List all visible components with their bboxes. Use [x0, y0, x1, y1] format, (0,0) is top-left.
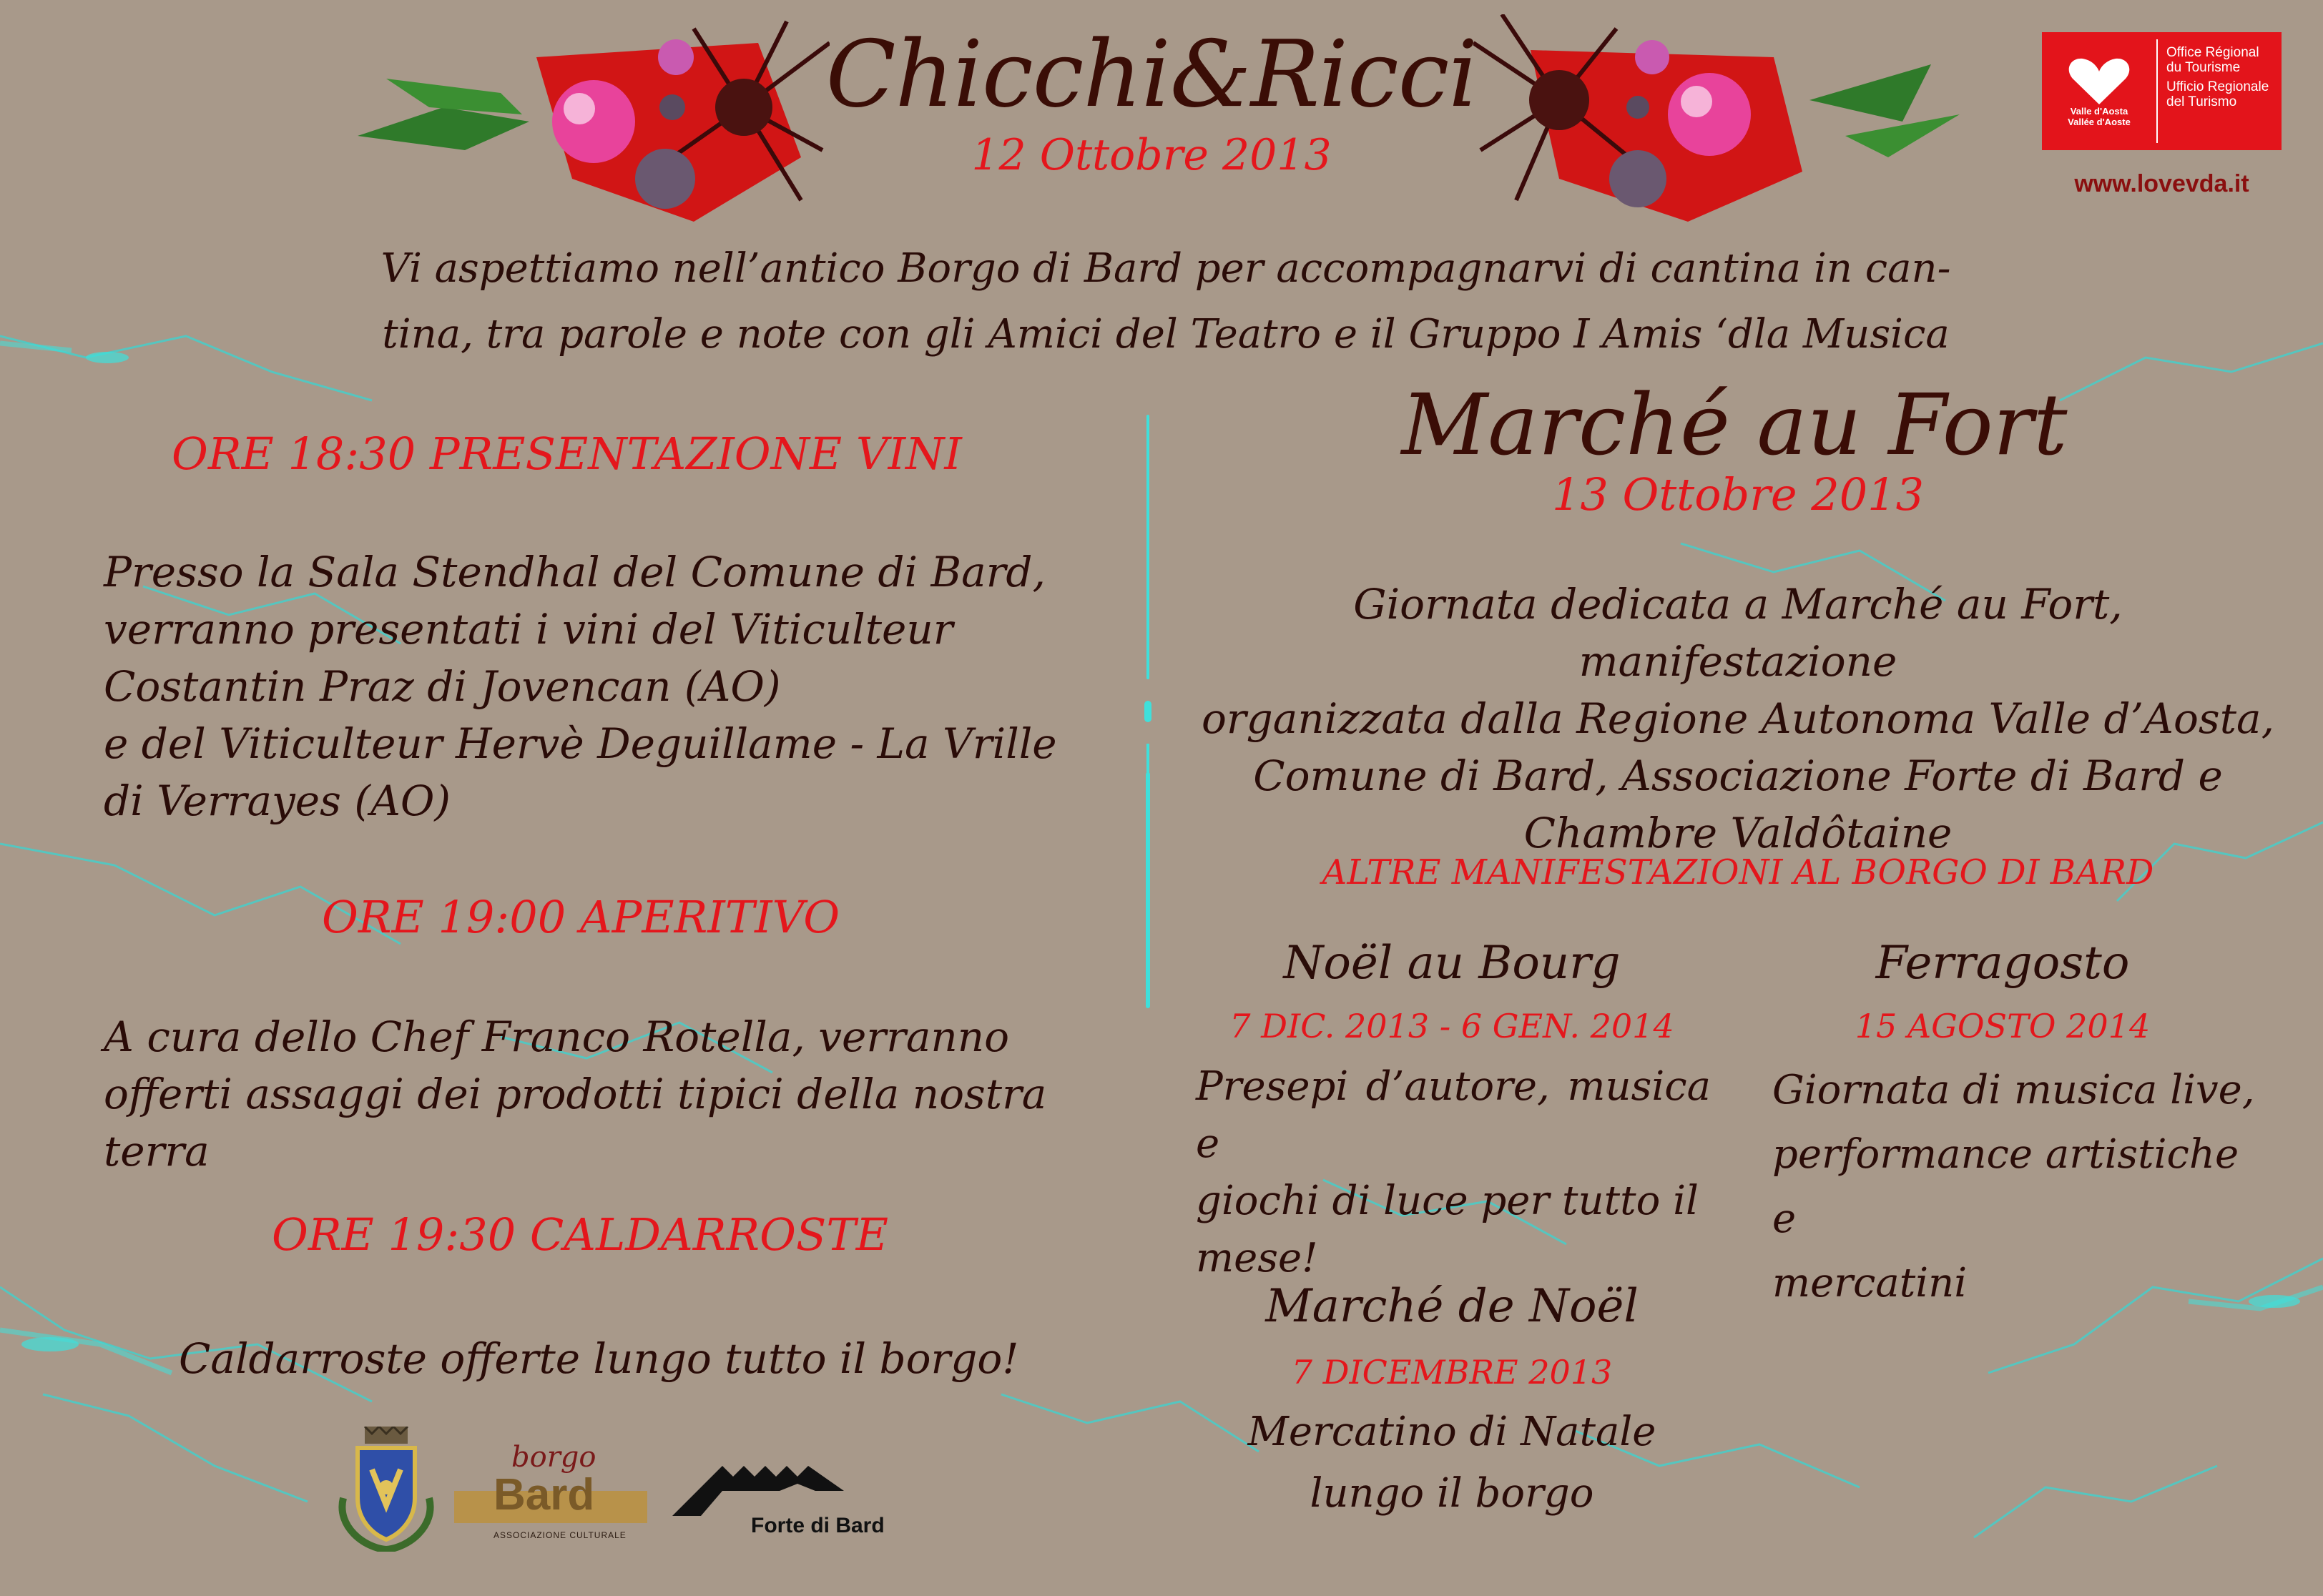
marche-date: 13 Ottobre 2013: [1551, 468, 1925, 521]
event-marche-noel-date: 7 DICEMBRE 2013: [1291, 1353, 1613, 1391]
section-text-wines: [104, 543, 1105, 829]
text-line: Chambre Valdôtaine: [1523, 809, 1953, 857]
event-noel-title: Noël au Bourg: [1283, 937, 1621, 990]
text-line: offerti assaggi dei prodotti tipici della nostra: [104, 1070, 1047, 1118]
event-noel-date: 7 DIC. 2013 - 6 GEN. 2014: [1229, 1007, 1674, 1045]
text-line: Comune di Bard, Associazione Forte di Bard e: [1253, 752, 2223, 800]
text-line: Mercatino di Natale: [1247, 1409, 1656, 1455]
text-line: A cura dello Chef Franco Rotella, verranno: [104, 1013, 1010, 1061]
text-line: performance artistiche e: [1772, 1131, 2239, 1242]
intro-text: [372, 236, 1960, 368]
intro-line: Vi aspettiamo nell’antico Borgo di Bard per accompagnarvi di cantina in can-: [380, 245, 1951, 292]
text-line: Presepi d’autore, musica e: [1196, 1063, 1711, 1167]
other-events-heading: ALTRE MANIFESTAZIONI AL BORGO DI BARD: [1322, 852, 2154, 892]
tourism-url[interactable]: www.lovevda.it: [2074, 170, 2249, 197]
office-name-it: del Turismo: [2166, 94, 2237, 109]
center-divider: [1144, 415, 1151, 787]
event-marche-noel-title: Marché de Noël: [1265, 1280, 1639, 1333]
event-ferragosto-text: [1772, 1058, 2273, 1316]
comune-crest-logo: [336, 1427, 436, 1552]
tourism-office-logo: [2042, 32, 2282, 198]
section-heading-aperitivo: ORE 19:00 APERITIVO: [322, 891, 840, 943]
office-name-fr: du Tourisme: [2166, 60, 2241, 75]
text-line: Presso la Sala Stendhal del Comune di Bard,: [104, 548, 1046, 596]
event-date: 12 Ottobre 2013: [971, 130, 1332, 180]
center-divider-lower: [1146, 772, 1150, 1008]
brand-line: Vallée d'Aoste: [2068, 116, 2131, 127]
text-line: mese!: [1196, 1235, 1318, 1281]
brand-line: Valle d'Aosta: [2070, 105, 2128, 117]
mountain-icon: [672, 1455, 844, 1516]
marche-description: [1202, 576, 2274, 862]
office-name-it: Ufficio Regionale: [2166, 79, 2269, 94]
heart-icon: [2042, 32, 2156, 150]
intro-line: tina, tra parole e note con gli Amici del Teatro e il Gruppo I Amis ‘dla Musica: [382, 311, 1950, 358]
borgo-name: Bard: [493, 1470, 595, 1519]
forte-di-bard-logo: [672, 1455, 894, 1541]
forte-name: Forte di Bard: [751, 1514, 885, 1537]
text-line: organizzata dalla Regione Autonoma Valle d’Aosta,: [1202, 694, 2275, 743]
text-line: lungo il borgo: [1310, 1470, 1594, 1517]
text-line: verranno presentati i vini del Viticulteur: [104, 605, 953, 654]
text-line: terra: [104, 1127, 210, 1176]
event-ferragosto-date: 15 AGOSTO 2014: [1855, 1007, 2151, 1045]
event-ferragosto-title: Ferragosto: [1875, 937, 2130, 990]
section-heading-wines: ORE 18:30 PRESENTAZIONE VINI: [172, 428, 962, 480]
borgo-bard-logo: [454, 1441, 647, 1552]
office-name-fr: Office Régional: [2166, 45, 2259, 60]
text-line: giochi di luce per tutto il: [1196, 1178, 1699, 1224]
left-decoration: [358, 14, 830, 229]
text-line: Giornata dedicata a Marché au Fort, manifestazione: [1353, 580, 2123, 686]
event-marche-noel-text: [1173, 1402, 1731, 1524]
section-heading-caldarroste: ORE 19:30 CALDARROSTE: [272, 1208, 889, 1261]
borgo-script: borgo: [511, 1441, 596, 1474]
text-line: e del Viticulteur Hervè Deguillame - La Vrille: [104, 719, 1057, 768]
section-text-caldarroste: Caldarroste offerte lungo tutto il borgo!: [179, 1334, 1019, 1383]
borgo-subtitle: ASSOCIAZIONE CULTURALE: [493, 1530, 627, 1540]
text-line: di Verrayes (AO): [104, 777, 451, 825]
text-line: Giornata di musica live,: [1772, 1067, 2255, 1113]
right-decoration: [1473, 14, 1960, 229]
section-text-aperitivo: [104, 1008, 1105, 1180]
event-noel-text: [1196, 1058, 1711, 1287]
marche-title: Marché au Fort: [1401, 375, 2068, 474]
text-line: Costantin Praz di Jovencan (AO): [104, 662, 781, 711]
event-title: Chicchi&Ricci: [825, 21, 1478, 128]
text-line: mercatini: [1772, 1260, 1968, 1306]
